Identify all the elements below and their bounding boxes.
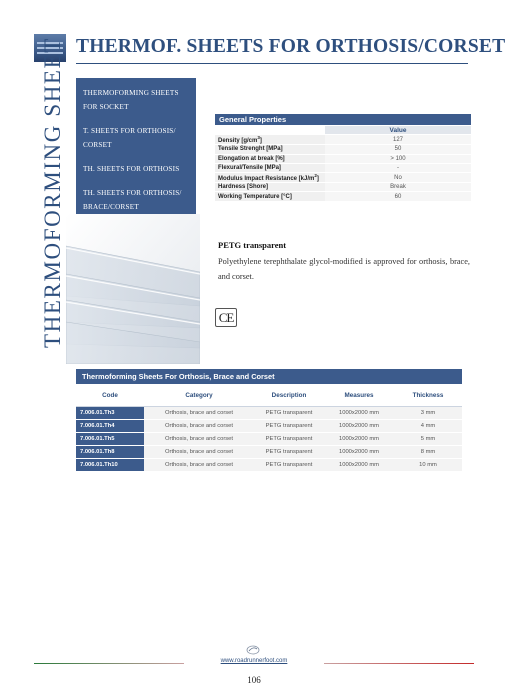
page-title: THERMOF. SHEETS FOR ORTHOSIS/CORSET — [76, 36, 506, 57]
product-description: PETG transparent — [254, 432, 324, 445]
property-label: Density $[g/cm^3]$ — [215, 135, 325, 145]
product-thickness: 10 mm — [394, 458, 462, 471]
product-category: Orthosis, brace and corset — [144, 419, 254, 432]
product-category: Orthosis, brace and corset — [144, 432, 254, 445]
property-row — [215, 192, 471, 201]
product-measures: 1000x2000 mm — [324, 432, 394, 445]
property-row — [215, 173, 471, 183]
product-code: 7.006.01.Th4 — [76, 419, 144, 432]
column-header-measures: Measures — [324, 384, 394, 406]
product-measures: 1000x2000 mm — [324, 458, 394, 471]
product-code: 7.006.01.Th8 — [76, 445, 144, 458]
property-row — [215, 154, 471, 163]
property-value: 60 — [325, 192, 471, 201]
table-row — [76, 406, 462, 419]
product-photo — [66, 214, 200, 364]
products-table — [76, 369, 462, 472]
product-measures: 1000x2000 mm — [324, 406, 394, 419]
products-table-caption: Thermoforming Sheets For Orthosis, Brace and Corset — [76, 369, 462, 384]
column-header-category: Category — [144, 384, 254, 406]
nav-item-sheets-orthosis[interactable]: TH. SHEETS FOR ORTHOSIS — [83, 165, 180, 173]
product-thickness: 4 mm — [394, 419, 462, 432]
product-category: Orthosis, brace and corset — [144, 445, 254, 458]
property-row — [215, 163, 471, 172]
column-header-description: Description — [254, 384, 324, 406]
property-row — [215, 135, 471, 145]
property-value: No — [325, 173, 471, 183]
property-value: 50 — [325, 145, 471, 154]
product-measures: 1000x2000 mm — [324, 419, 394, 432]
property-label: Modulus Impact Resistance $[kJ/m^2]$ — [215, 173, 325, 183]
value-column-header: Value — [325, 126, 471, 135]
material-title: PETG transparent — [218, 240, 287, 250]
products-header-row — [76, 384, 462, 406]
footer-website-link[interactable]: www.roadrunnerfoot.com — [220, 658, 288, 664]
product-category: Orthosis, brace and corset — [144, 458, 254, 471]
product-code: 7.006.01.Th10 — [76, 458, 144, 471]
property-row — [215, 183, 471, 192]
product-description: PETG transparent — [254, 406, 324, 419]
property-value: 127 — [325, 135, 471, 145]
property-label: Tensile Strenght [MPa] — [215, 145, 325, 154]
table-row — [76, 432, 462, 445]
material-description: Polyethylene terephthalate glycol-modified is approved for orthosis, brace, and corset. — [218, 257, 470, 281]
properties-title: General Properties — [215, 114, 471, 126]
property-row — [215, 145, 471, 154]
product-thickness: 8 mm — [394, 445, 462, 458]
column-header-thickness: Thickness — [394, 384, 462, 406]
nav-item-sheets-orthosis-corset[interactable]: T. SHEETS FOR ORTHOSIS/ CORSET — [83, 127, 176, 149]
title-divider — [76, 63, 468, 64]
product-thickness: 5 mm — [394, 432, 462, 445]
product-description: PETG transparent — [254, 419, 324, 432]
column-header-code: Code — [76, 384, 144, 406]
property-label: Hardness [Shore] — [215, 183, 325, 192]
vertical-section-label: THERMOFORMING SHEET — [40, 37, 65, 348]
page-number: 106 — [247, 675, 261, 685]
ce-mark-icon: CE — [215, 308, 237, 327]
property-value: > 100 — [325, 154, 471, 163]
table-row — [76, 419, 462, 432]
property-value: - — [325, 163, 471, 172]
nav-item-sheets-for-socket[interactable]: THERMOFORMING SHEETS FOR SOCKET — [83, 89, 179, 111]
transparent-sheets-image — [66, 214, 200, 364]
property-label: Working Temperature [°C] — [215, 192, 325, 201]
product-code: 7.006.01.Th5 — [76, 432, 144, 445]
property-label: Flexural/Tensile [MPa] — [215, 163, 325, 172]
product-measures: 1000x2000 mm — [324, 445, 394, 458]
product-description: PETG transparent — [254, 458, 324, 471]
table-row — [76, 458, 462, 471]
product-category: Orthosis, brace and corset — [144, 406, 254, 419]
product-description: PETG transparent — [254, 445, 324, 458]
footer-emblem-icon — [246, 645, 260, 655]
product-code: 7.006.01.Th3 — [76, 406, 144, 419]
property-value: Break — [325, 183, 471, 192]
nav-item-sheets-orthosis-brace-corset[interactable]: TH. SHEETS FOR ORTHOSIS/ BRACE/CORSET — [83, 189, 182, 211]
table-row — [76, 445, 462, 458]
property-label: Elongation at break [%] — [215, 154, 325, 163]
product-thickness: 3 mm — [394, 406, 462, 419]
general-properties-table — [215, 114, 471, 202]
